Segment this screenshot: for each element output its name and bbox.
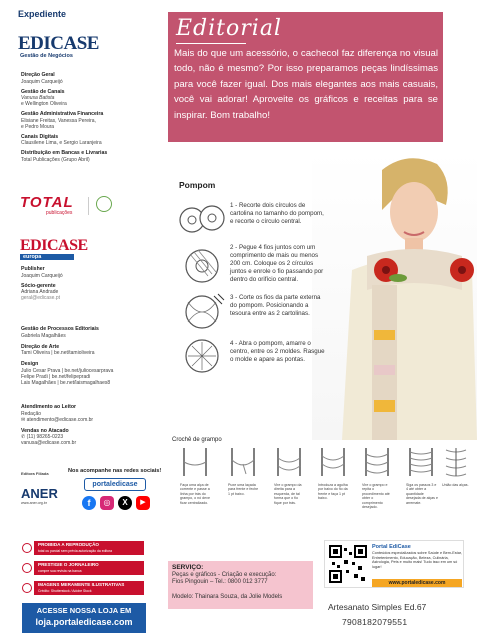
europa-logo-text: EDICASE [20,237,88,254]
portal-qr-box [324,540,464,588]
qr-desc: Conteúdos especializados sobre Saúde e Bem-Estar, Entretenimento, Educação, Beleza, Culinária, Astrologia, Pets e muito mais! Tudo isso em um só lugar! [372,551,462,569]
notice-bar [34,561,144,575]
edicase-logo [18,34,99,59]
editorial-staff [21,326,149,386]
notice-bar [34,541,144,555]
staff-title: Vendas no Atacado [21,427,69,434]
staff-block [21,134,146,147]
staff-line: Joaquim Carqueijó [21,272,63,279]
staff-line: Tami Oliveira | be.net/tamioliveira [21,350,95,356]
model-face [390,182,438,242]
cardboard-circles-icon [178,202,226,236]
sidebar-expediente [0,0,162,640]
social-block [68,468,162,510]
total-logo-sub: publicações [46,210,73,216]
abril-seal-icon [96,196,112,212]
model-photo [312,150,477,440]
social-icons [82,496,162,510]
hairpin-loom-icon [362,446,392,478]
facebook-icon[interactable]: f [82,496,96,510]
logo-divider [88,197,89,215]
atendimento-email[interactable] [21,417,149,423]
edicase-logo-text: EDICASE [18,33,99,54]
editorial-box [168,12,443,142]
crochet-step [362,446,394,509]
crochet-steps [170,446,470,526]
servico-title: SERVIÇO: [172,564,204,571]
crochet-step [274,446,306,505]
notice-sub: total ou parcial sem prévia autorização da editora [38,549,113,553]
crochet-step [406,446,438,505]
crochet-step-text: União das alças. [442,483,469,487]
notice-title: PRESTIGIE O JORNALEIRO [38,562,99,567]
notice-title: PROIBIDA A REPRODUÇÃO [38,542,99,547]
staff-blocks [21,72,146,167]
staff-title: Gestão de Processos Editoriais [21,326,99,332]
staff-line: Felipe Pradi | be.net/felipepradi [21,373,91,380]
crochet-step-text: Vire o grampo e repita o procedimento até obter o comprimento desejado. [362,483,390,510]
winding-yarn-icon [178,246,226,286]
flower-center [382,266,390,274]
staff-title: Publisher [21,266,45,272]
staff-line: Clausilene Lima, e Sergio Laranjeira [21,140,102,146]
flower-center [458,266,466,274]
hairpin-loom-icon [274,446,304,478]
staff-line: e Pedro Moura [21,123,55,130]
notice-sub: Crédito: Shutterstock / Adobe Stock [38,589,92,593]
edicase-europa-logo [20,238,88,260]
instagram-icon[interactable]: ◎ [100,496,114,510]
crochet-title: Crochê de grampo [172,437,222,443]
contact-block [21,404,149,446]
newsstand-icon [22,563,32,573]
servico-line: Peças e gráficos - Criação e execução: [172,572,277,578]
crochet-step [228,446,260,496]
staff-title: Gestão Administrativa Financeira [21,111,104,117]
total-publicacoes-logo [20,194,145,220]
crochet-step [180,446,212,505]
crochet-step-text: Siga os passos 3 e 4 até obter a quantidade desejada de alças e arremate. [406,483,438,505]
hairpin-loom-icon [318,446,348,478]
social-handle-badge[interactable]: portaledicase [84,478,146,491]
staff-line: Joaquim Carqueijó [21,78,63,85]
editorial-title: Editorial [176,16,282,41]
crochet-step-text: Puxe uma laçada para frente e feche 1 pt baixo. [228,483,259,496]
shop-line2: loja.portaledicase.com [35,617,133,627]
image-icon [22,583,32,593]
pompom-title: Pompom [179,180,216,190]
pompom-step-text: 3 - Corte os fios da parte externa do pompom. Posicionando a tesoura entre as 2 cartolinas. [230,294,321,317]
qr-title: Portal EdiCase [372,544,411,550]
hairpin-loom-icon [228,446,258,478]
vendas-email[interactable]: vanusa@edicase.com.br [21,440,77,446]
shop-banner[interactable] [22,603,146,633]
staff-block [21,72,146,85]
scarf-end [372,285,397,440]
servico-line: Fios Pingouin – Tel.: 0800 012 3777 [172,579,268,585]
edicase-logo-sub: Gestão de Negócios [20,53,73,59]
staff-title: Sócio-gerente [21,282,56,289]
pompom-step [176,244,326,292]
aner-block [21,471,63,505]
staff-title: Design [21,361,39,367]
prohibited-icon [22,543,32,553]
staff-block [21,111,146,130]
leaf [389,274,407,282]
pompom-step-text: 1 - Recorte dois círculos de cartolina no tamanho do pompom, e recorte o círculo central. [230,202,324,225]
europa-logo-sub: europa [20,254,74,260]
staff-line: Julio Cesar Prava | be.net/juliocesarprava [21,367,114,374]
pompom-step [176,290,326,336]
mail-icon: ✉ [21,416,27,423]
notice-sub: compre sua revista na banca [38,569,82,573]
hairpin-loom-icon [406,446,436,478]
europa-staff [21,266,146,301]
notice-title: IMAGENS MERAMENTE ILUSTRATIVAS [38,582,125,587]
pompom-step [176,334,326,382]
pompom-step [176,198,326,246]
staff-line: e Wellington Oliveira [21,101,67,107]
crochet-step-text: Vire o grampo da direita para a esquerda, de tal forma que o fio fique por trás. [274,483,302,505]
social-title: Nos acompanhe nas redes sociais! [68,468,162,474]
qr-url-button[interactable]: www.portaledicase.com [372,579,462,587]
staff-title: Gestão de Canais [21,88,65,95]
atendimento-email-text: atendimento@edicase.com.br [26,416,94,423]
total-logo-text: TOTAL [20,194,74,211]
staff-block [21,150,146,163]
filiada-label: Editora Filiada [21,471,49,476]
barcode-number: 7908182079551 [342,617,408,627]
expediente-heading: Expediente [18,9,67,19]
hairpin-loom-icon [180,446,210,478]
joined-loops-icon [442,446,470,478]
staff-line: Adriana Andrade [21,289,59,295]
crochet-step [318,446,350,501]
staff-title: Atendimento ao Leitor [21,404,77,410]
servico-line: Modelo: Thainara Souza, da Jolie Models [172,594,283,600]
crochet-step [442,446,470,487]
qr-code-icon[interactable] [328,544,368,584]
vendas-phone-text: (11) 98265-0223 [26,434,64,440]
staff-line: geral@edicase.pt [21,295,60,301]
editorial-body: Mais do que um acessório, o cachecol faz diferença no visual todo, não é mesmo? Por isso preparamos peças lindíssimas para você fazer igual. Dos mais elegantes aos mais casuais, você vai adorar! Aproveite os gráficos e receitas para se inspirar. Bom trabalho! [174,48,438,121]
aner-logo: ANER [21,486,58,501]
staff-line: Total Publicações (Grupo Abril) [21,156,90,163]
editorial-title-underline [176,43,246,44]
pompom-step-text: 2 - Pegue 4 fios juntos com um comprimento de mais ou menos 200 cm. Coloque os 2 círculos juntos e enrole o fio passando por dentro do orifício central. [230,244,324,283]
scarf-stripe [374,365,395,375]
staff-title: Canais Digitais [21,133,59,140]
pompom-step-text: 4 - Abra o pompom, amarre o centro, entre os 2 moldes. Rasgue o molde e apare as pontas. [230,340,325,363]
scissors-cut-icon [178,292,226,332]
youtube-icon[interactable]: ▶ [136,496,150,510]
shop-line1: ACESSE NOSSA LOJA EM [36,606,132,615]
crochet-step-text: Faça uma alça de corrente e passe a linha por trás do grampo, o nó deve ficar centralizado. [180,483,210,505]
staff-line: Redação [21,410,42,417]
servico-box [168,561,313,609]
staff-title: Direção de Arte [21,343,60,350]
staff-line: Elisiane Freitas, Vanessa Pereira, [21,117,96,124]
staff-title: Direção Geral [21,72,55,78]
finished-pompom-icon [178,336,226,376]
whatsapp-icon: ✆ [21,434,27,440]
staff-line: Gabriela Magalhães [21,332,66,339]
staff-block [21,89,146,108]
aner-site: www.aner.org.br [21,501,47,505]
x-icon[interactable]: X [118,496,132,510]
scarf-stripe [374,330,395,340]
notice-bar [34,581,144,595]
staff-line: Lais Magalhães | be.net/laismagalhaes8 [21,379,111,386]
staff-title: Distribuição em Bancas e Livrarias [21,150,108,156]
scarf-stripe [374,400,395,412]
edition-label: Artesanato Simples Ed.67 [328,602,427,612]
staff-line: Vanusa Batista [21,95,55,101]
crochet-step-text: Introduza a agulha por baixo do fio da frente e faça 1 pt baixo. [318,483,348,501]
